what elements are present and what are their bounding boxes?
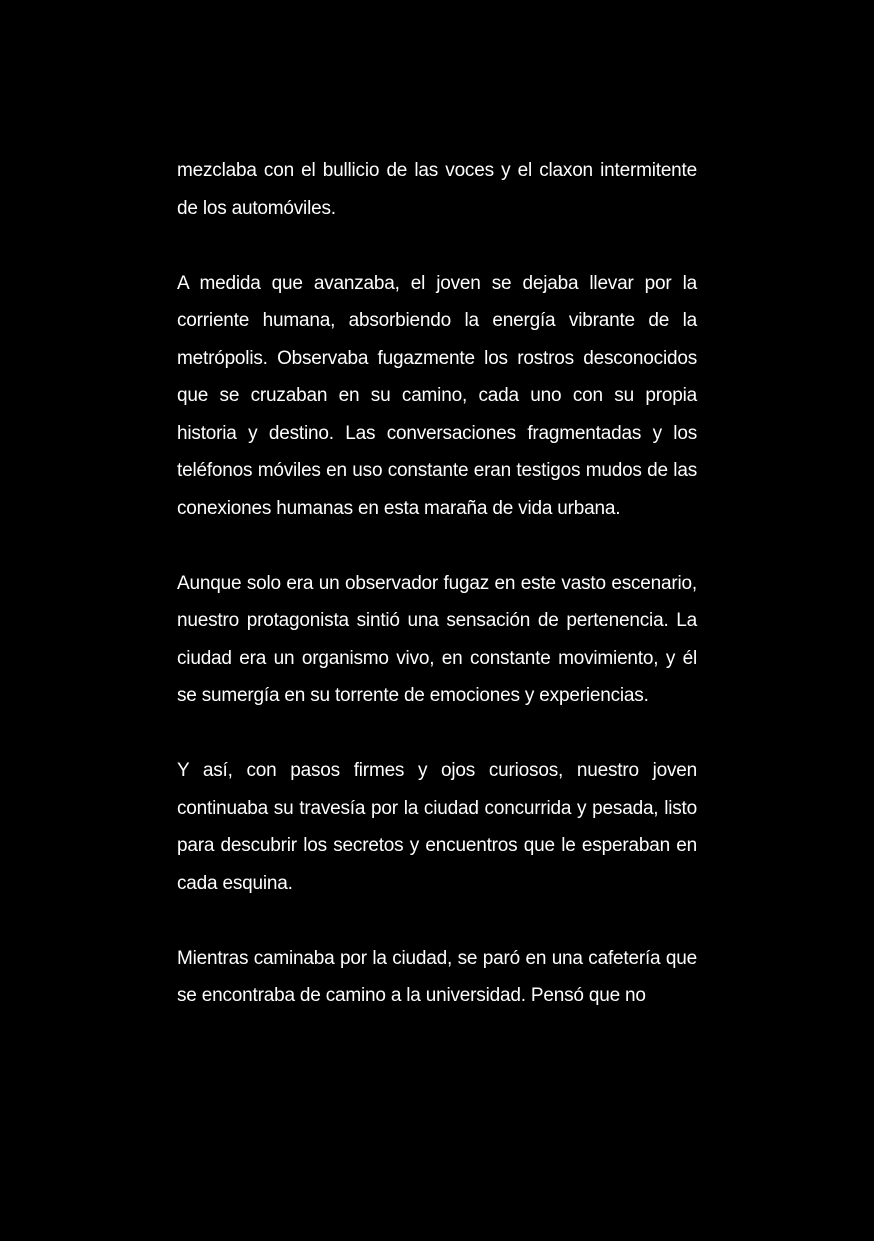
paragraph-1: mezclaba con el bullicio de las voces y el claxon intermitente de los automóviles. [177,160,697,219]
body-text [177,152,697,1015]
paragraph-2: A medida que avanzaba, el joven se dejaba llevar por la corriente humana, absorbiendo la energía vibrante de la metrópolis. Observaba fugazmente los rostros desconocidos que se cruzaban en su camino, cada uno con su propia historia y destino. Las conversaciones fragmentadas y los teléfonos móviles en uso constante eran testigos mudos de las conexiones humanas en esta maraña de vida urbana. [177,272,697,519]
paragraph-3: Aunque solo era un observador fugaz en este vasto escenario, nuestro protagonista sintió una sensación de pertenencia. La ciudad era un organismo vivo, en constante movimiento, y él se sumergía en su torrente de emociones y experiencias. [177,572,697,706]
paragraph-5: Mientras caminaba por la ciudad, se paró en una cafetería que se encontraba de camino a la universidad. Pensó que no [177,947,697,1006]
paragraph-4: Y así, con pasos firmes y ojos curiosos, nuestro joven continuaba su travesía por la ciudad concurrida y pesada, listo para descubrir los secretos y encuentros que le esperaban en cada esquina. [177,760,697,894]
